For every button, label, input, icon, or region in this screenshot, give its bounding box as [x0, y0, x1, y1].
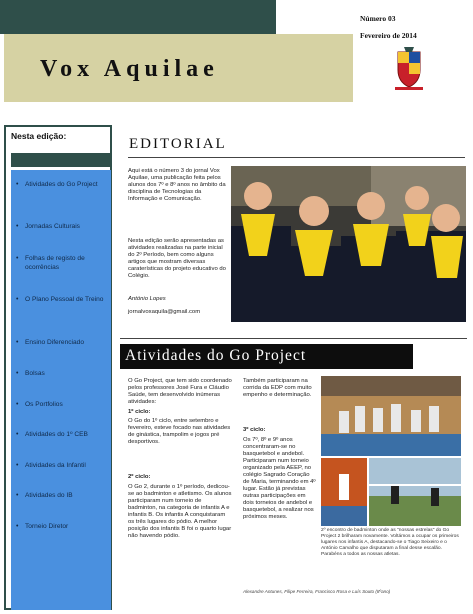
go-project-subheading-3: 3º ciclo: — [243, 427, 266, 433]
editorial-paragraph-1: Aqui está o número 3 do jornal Vox Aquilae, uma publicação feita pelos alunos dos 7º e 8º anos no âmbito da disciplina de Tecnologias da Informação e Comunicação. — [128, 168, 226, 202]
editorial-title: EDITORIAL — [129, 136, 227, 152]
sidebar-item-plano-treino[interactable]: • O Plano Pessoal de Treino — [25, 295, 111, 304]
masthead-dark-bar — [0, 0, 276, 34]
badminton-photo-collage — [321, 376, 461, 526]
sidebar-item-jornadas-culturais[interactable]: • Jornadas Culturais — [25, 222, 111, 231]
sidebar-item-bolsas[interactable]: • Bolsas — [25, 369, 111, 378]
go-project-paragraph-3: Também participaram na corrida da EDP com muito empenho e determinação. — [243, 378, 312, 398]
newspaper-title: Vox Aquilae — [40, 56, 219, 82]
sidebar-item-infantil[interactable]: • Atividades da Infantil — [25, 461, 111, 470]
sidebar-item-portfolios[interactable]: • Os Portfolios — [25, 400, 111, 409]
editorial-paragraph-2: Nesta edição serão apresentadas as atividades realizadas na parte inicial do 2º Período, bem como alguns artigos que mostram diversas caraterísticas do projeto educativo do Colégio. — [128, 238, 226, 279]
school-crest-logo — [392, 46, 426, 90]
editorial-email[interactable]: jornalvoxaquila@gmail.com — [128, 309, 201, 315]
editorial-author: António Lopes — [128, 296, 166, 302]
issue-date: Fevereiro de 2014 — [360, 31, 417, 40]
go-project-subheading-1: 1º ciclo: — [128, 409, 151, 415]
article-credits: Alexandre Antunes, Filipe Ferreira, Francisco Rosa e Luís Souto (8ºano) — [243, 589, 391, 594]
sidebar-heading: Nesta edição: — [11, 131, 67, 141]
sidebar-item-folhas-registo[interactable]: • Folhas de registo de ocorrências — [25, 254, 111, 272]
sidebar-item-go-project[interactable]: • Atividades do Go Project — [25, 180, 111, 189]
go-project-paragraph-4: Os 7º, 8º e 9º anos concentraram-se no basquetebol e andebol. Participaram num torneio organizado pela AEEP, no colégio Sagrado Coração de Maria, terminando em 4º lugar. Estão já previstas outras participações em dois torneios de andebol e basquetebol, a realizar nos próximos meses. — [243, 437, 316, 520]
go-project-subheading-2: 2º ciclo: — [128, 474, 151, 480]
photo-caption: 2º encontro de badminton onde as "nossas estrelas" do Go Project 2 brilharam novamente. Voltámos a ocupar os primeiros lugares nos infantis A, destacando-se o Tiago Seixeiro e o António Carvalho que disputaram a final desse escalão. Parabéns a todos as nossas atletas. — [321, 528, 459, 557]
sidebar-item-ib[interactable]: • Atividades do IB — [25, 491, 111, 500]
go-project-paragraph-1: O Go do 1º ciclo, entre setembro e fevereiro, esteve focado nas atividades de ginástica, trampolim e jogos pré desportivos. — [128, 418, 231, 445]
students-group-photo — [231, 166, 466, 322]
sidebar-item-1-ceb[interactable]: • Atividades do 1º CEB — [25, 430, 111, 439]
issue-number: Número 03 — [360, 14, 396, 23]
go-project-paragraph-2: O Go 2, durante o 1º período, dedicou-se ao badminton e atletismo. Os alunos participaram num torneio de badminton, na categoria de infantis A e infantis B. Os infantis A conquistaram os três lugares do pódio. A melhor posição dos infantis B foi o quarto lugar não havendo pódio. — [128, 484, 232, 539]
editorial-rule — [128, 157, 465, 158]
sidebar-item-ensino-diferenciado[interactable]: • Ensino Diferenciado — [25, 338, 111, 347]
sidebar-divider-bar — [11, 153, 111, 167]
sidebar-item-torneio-diretor[interactable]: • Torneio Diretor — [25, 522, 111, 531]
go-project-intro: O Go Project, que tem sido coordenado pelos professores José Fura e Cláudio Saúde, tem desenvolvido inúmeras atividades: — [128, 378, 232, 405]
go-project-title: Atividades do Go Project — [125, 347, 307, 364]
sidebar-contents-list — [11, 170, 111, 610]
go-project-rule — [120, 338, 467, 339]
